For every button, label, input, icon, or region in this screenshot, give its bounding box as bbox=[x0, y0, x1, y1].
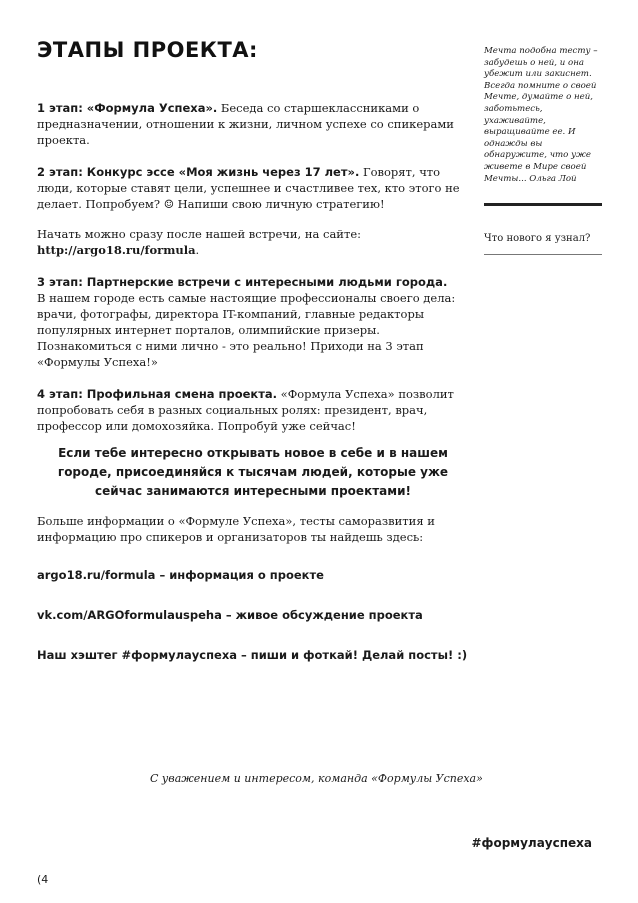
stage-1 bbox=[37, 100, 469, 148]
stage-2 bbox=[37, 164, 469, 212]
start-end: . bbox=[195, 243, 200, 257]
stage-4 bbox=[37, 386, 469, 434]
stage-4-heading: 4 этап: Профильная смена проекта. bbox=[37, 387, 278, 401]
resource-hashtag: Наш хэштег #формулауспеха – пиши и фоткай! Делай посты! :) bbox=[37, 648, 468, 662]
stage-2-text: Говорят, что люди, которые ставят цели, успешнее и счастливее тех, кто этого не делает. Попробуем? ☺ Напиши свою личную стратегию! bbox=[37, 165, 460, 211]
signoff: С уважением и интересом, команда «Формулы Успеха» bbox=[150, 772, 483, 785]
sidebar-quote: Мечта подобна тесту – забудешь о ней, и она убежит или закиснет. Всегда помните о своей Мечте, думайте о ней, заботьтесь, ухаживайте, выращивайте ее. И однажды вы обнаружите, что уже живете в Мире своей Мечты... Ольга Лой bbox=[484, 46, 602, 206]
page-number: (4 bbox=[37, 873, 49, 886]
stage-3-heading: 3 этап: Партнерские встречи с интересными людьми города. bbox=[37, 275, 448, 289]
hashtag: #формулауспеха bbox=[471, 836, 592, 850]
callout: Если тебе интересно открывать новое в себе и в нашем городе, присоединяйся к тысячам людей, которые уже сейчас занимаются интересными проектами! bbox=[57, 446, 449, 498]
main-content bbox=[37, 100, 469, 687]
sidebar bbox=[484, 46, 602, 255]
page-title: ЭТАПЫ ПРОЕКТА: bbox=[37, 38, 258, 62]
stage-4-text: «Формула Успеха» позволит попробовать себя в разных социальных ролях: президент, врач, профессор или домохозяйка. Попробуй уже сейчас! bbox=[37, 387, 454, 433]
stage-3-text: В нашем городе есть самые настоящие профессионалы своего дела: врачи, фотографы, директора IT-компаний, главные редакторы популярных интернет порталов, олимпийские призеры. Познакомиться с ними лично - это реально! Приходи на 3 этап «Формулы Успеха!» bbox=[37, 291, 456, 369]
more-info: Больше информации о «Формуле Успеха», тесты саморазвития и информацию про спикеров и организаторов ты найдешь здесь: bbox=[37, 514, 435, 544]
resource-vk[interactable]: vk.com/ARGOformulauspeha – живое обсуждение проекта bbox=[37, 608, 423, 622]
stage-3 bbox=[37, 274, 469, 370]
resource-site[interactable]: argo18.ru/formula – информация о проекте bbox=[37, 568, 324, 582]
start-paragraph bbox=[37, 226, 469, 258]
sidebar-question: Что нового я узнал? bbox=[484, 233, 602, 255]
formula-link[interactable]: http://argo18.ru/formula bbox=[37, 243, 196, 257]
start-text: Начать можно сразу после нашей встречи, на сайте: bbox=[37, 227, 362, 241]
stage-2-heading: 2 этап: Конкурс эссе «Моя жизнь через 17 лет». bbox=[37, 165, 360, 179]
stage-1-heading: 1 этап: «Формула Успеха». bbox=[37, 101, 218, 115]
stage-1-text: Беседа со старшеклассниками о предназначении, отношении к жизни, личном успехе со спикерами проекта. bbox=[37, 101, 454, 147]
